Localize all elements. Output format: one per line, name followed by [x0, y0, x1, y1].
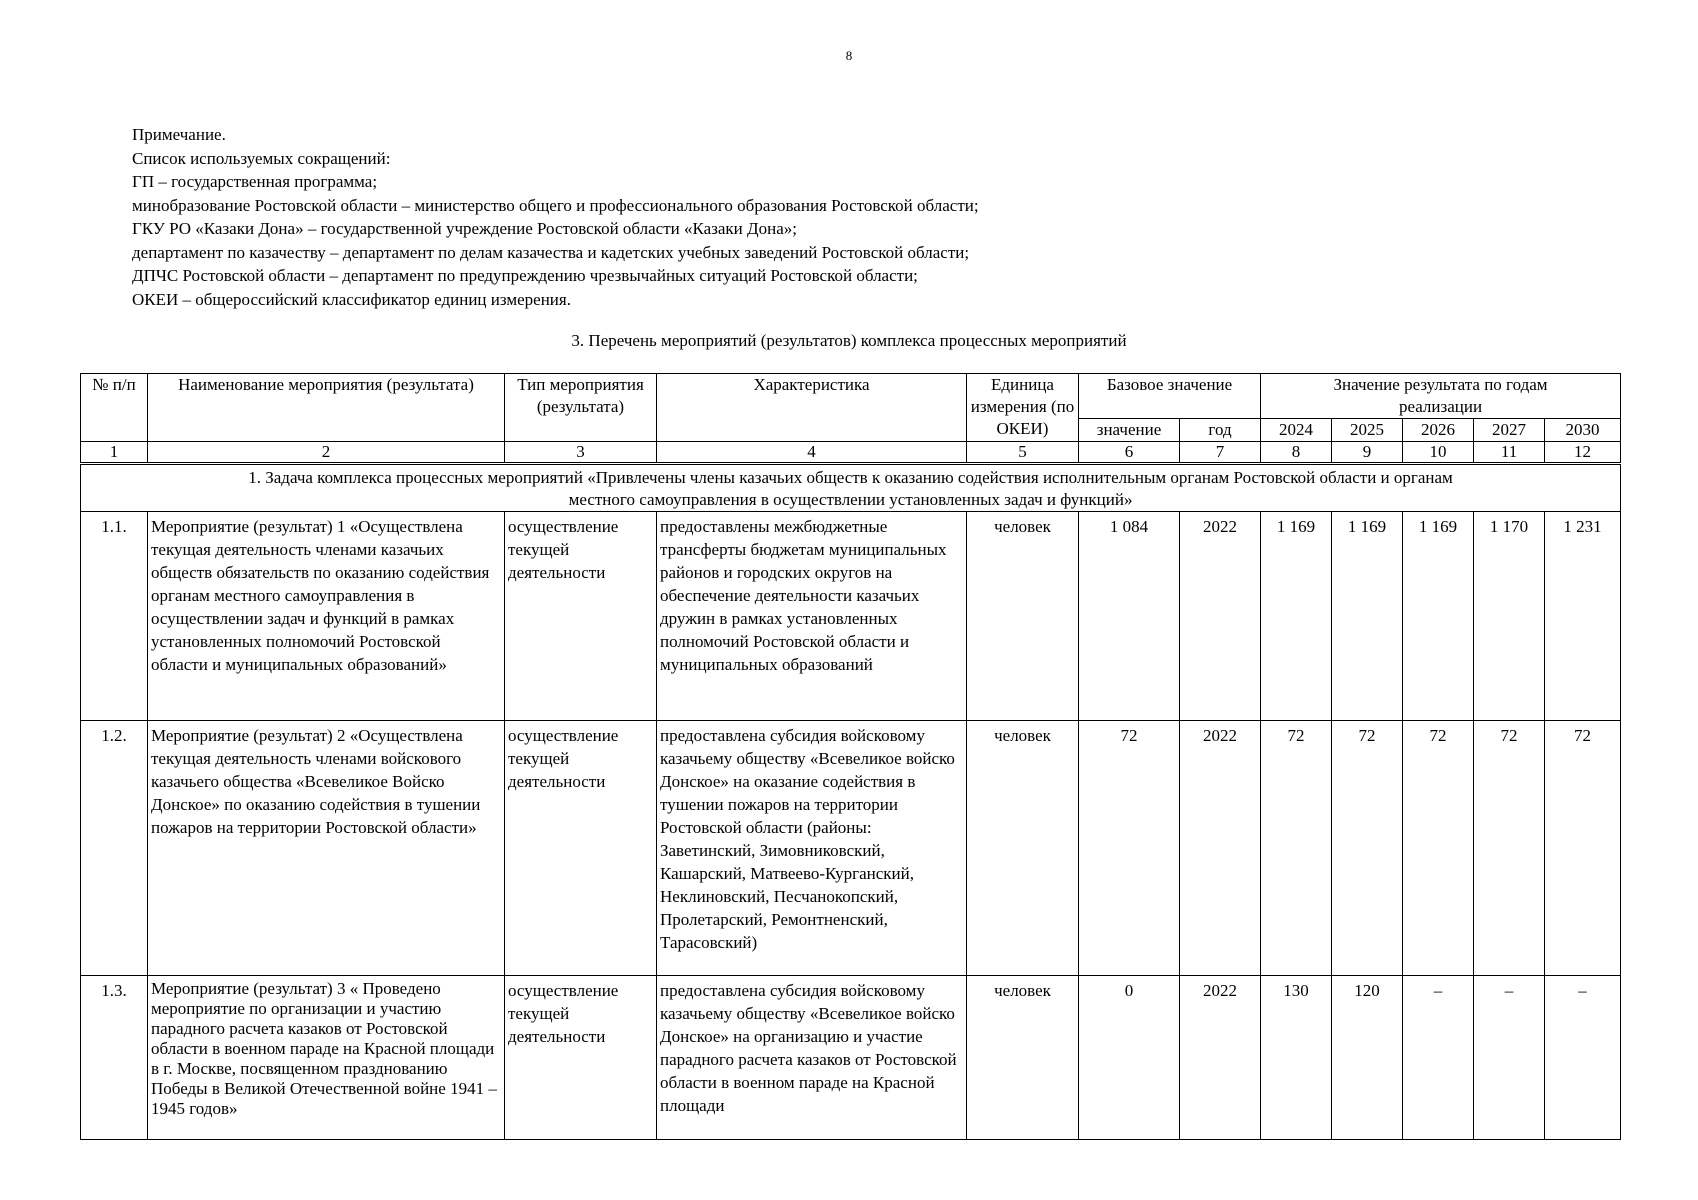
row-name: Мероприятие (результат) 1 «Осуществлена текущая деятельность членами казачьих обществ обязательств по оказанию содействия органам местного самоуправления в осуществлении задач и функций в рамках установленных полномочий Ростовской области и муниципальных образований»: [148, 512, 505, 721]
column-number: 8: [1261, 442, 1332, 464]
header-result: Значение результата по годам реализации: [1261, 374, 1621, 419]
row-unit: человек: [967, 721, 1079, 976]
task-row: [81, 464, 1621, 512]
header-row-top: [81, 374, 1621, 419]
notes-heading: Примечание.: [132, 125, 226, 144]
row-type: осуществление текущей деятельности: [505, 721, 657, 976]
table-row: [81, 512, 1621, 721]
column-number: 5: [967, 442, 1079, 464]
notes-list-title: Список используемых сокращений:: [132, 148, 391, 168]
row-value-2024: 72: [1261, 721, 1332, 976]
header-year: 2024: [1261, 419, 1332, 442]
notes-item: ГКУ РО «Казаки Дона» – государственной учреждение Ростовской области «Казаки Дона»;: [132, 219, 797, 238]
column-number: 1: [81, 442, 148, 464]
row-base-value: 0: [1079, 976, 1180, 1140]
notes-item: ГП – государственная программа;: [132, 172, 378, 191]
row-characteristic: предоставлена субсидия войсковому казачьему обществу «Всевеликое войско Донское» на организацию и участие парадного расчета казаков от Ростовской области в военном параде на Красной площади: [657, 976, 967, 1140]
row-value-2027: 1 170: [1474, 512, 1545, 721]
row-value-2027: 72: [1474, 721, 1545, 976]
table-row: [81, 721, 1621, 976]
row-unit: человек: [967, 976, 1079, 1140]
row-value-2026: 72: [1403, 721, 1474, 976]
row-base-value: 1 084: [1079, 512, 1180, 721]
row-value-2025: 1 169: [1332, 512, 1403, 721]
header-base: Базовое значение: [1079, 374, 1261, 419]
row-characteristic: предоставлены межбюджетные трансферты бюджетам муниципальных районов и городских округов на обеспечение деятельности казачьих дружин в рамках установленных полномочий Ростовской области и муниципальных образований: [657, 512, 967, 721]
row-value-2024: 130: [1261, 976, 1332, 1140]
task-title: 1. Задача комплекса процессных мероприятий «Привлечены члены казачьих обществ к оказанию содействия исполнительным органам Ростовской области и органам местного самоуправления в осуществлении установленных задач и функций»: [81, 464, 1621, 512]
column-number: 4: [657, 442, 967, 464]
notes-item: минобразование Ростовской области – министерство общего и профессионального образования Ростовской области;: [132, 195, 979, 215]
notes-block: [132, 123, 979, 311]
row-base-value: 72: [1079, 721, 1180, 976]
header-num: № п/п: [81, 374, 148, 442]
row-value-2026: 1 169: [1403, 512, 1474, 721]
row-base-year: 2022: [1180, 512, 1261, 721]
column-number: 6: [1079, 442, 1180, 464]
activities-table: [80, 373, 1621, 1140]
page-number: 8: [845, 48, 853, 63]
row-value-2030: 1 231: [1545, 512, 1621, 721]
header-characteristic: Характеристика: [657, 374, 967, 442]
header-name: Наименование мероприятия (результата): [148, 374, 505, 442]
row-base-year: 2022: [1180, 721, 1261, 976]
column-number: 9: [1332, 442, 1403, 464]
header-year: 2026: [1403, 419, 1474, 442]
section-title: 3. Перечень мероприятий (результатов) комплекса процессных мероприятий: [571, 331, 1127, 350]
row-base-year: 2022: [1180, 976, 1261, 1140]
header-year: 2025: [1332, 419, 1403, 442]
notes-item: ОКЕИ – общероссийский классификатор единиц измерения.: [132, 289, 571, 309]
header-base-year: год: [1180, 419, 1261, 442]
row-num: 1.2.: [81, 721, 148, 976]
row-value-2027: –: [1474, 976, 1545, 1140]
table-row: [81, 976, 1621, 1140]
row-value-2025: 120: [1332, 976, 1403, 1140]
row-name: Мероприятие (результат) 3 « Проведено мероприятие по организации и участию парадного расчета казаков от Ростовской области в военном параде на Красной площади в г. Москве, посвященном празднованию Победы в Великой Отечественной войне 1941 – 1945 годов»: [148, 976, 505, 1140]
header-base-value: значение: [1079, 419, 1180, 442]
row-type: осуществление текущей деятельности: [505, 512, 657, 721]
column-number: 7: [1180, 442, 1261, 464]
notes-item: ДПЧС Ростовской области – департамент по предупреждению чрезвычайных ситуаций Ростовской области;: [132, 266, 918, 285]
row-characteristic: предоставлена субсидия войсковому казачьему обществу «Всевеликое войско Донское» на оказание содействия в тушении пожаров на территории Ростовской области (районы: Заветинский, Зимовниковский, Кашарский, Матвеево-Курганский, Неклиновский, Песчанокопский, Пролетарский, Ремонтненский, Тарасовский): [657, 721, 967, 976]
header-unit: Единица измерения (по ОКЕИ): [967, 374, 1079, 442]
row-name: Мероприятие (результат) 2 «Осуществлена текущая деятельность членами войскового казачьего общества «Всевеликое Войско Донское» по оказанию содействия в тушении пожаров на территории Ростовской области»: [148, 721, 505, 976]
header-year: 2030: [1545, 419, 1621, 442]
row-value-2030: 72: [1545, 721, 1621, 976]
header-year: 2027: [1474, 419, 1545, 442]
column-number-row: [81, 442, 1621, 464]
column-number: 12: [1545, 442, 1621, 464]
notes-item: департамент по казачеству – департамент по делам казачества и кадетских учебных заведений Ростовской области;: [132, 242, 970, 262]
row-unit: человек: [967, 512, 1079, 721]
row-num: 1.3.: [81, 976, 148, 1140]
column-number: 10: [1403, 442, 1474, 464]
row-num: 1.1.: [81, 512, 148, 721]
row-value-2026: –: [1403, 976, 1474, 1140]
header-type: Тип мероприятия (результата): [505, 374, 657, 442]
row-type: осуществление текущей деятельности: [505, 976, 657, 1140]
column-number: 11: [1474, 442, 1545, 464]
column-number: 3: [505, 442, 657, 464]
row-value-2024: 1 169: [1261, 512, 1332, 721]
row-value-2030: –: [1545, 976, 1621, 1140]
row-value-2025: 72: [1332, 721, 1403, 976]
column-number: 2: [148, 442, 505, 464]
